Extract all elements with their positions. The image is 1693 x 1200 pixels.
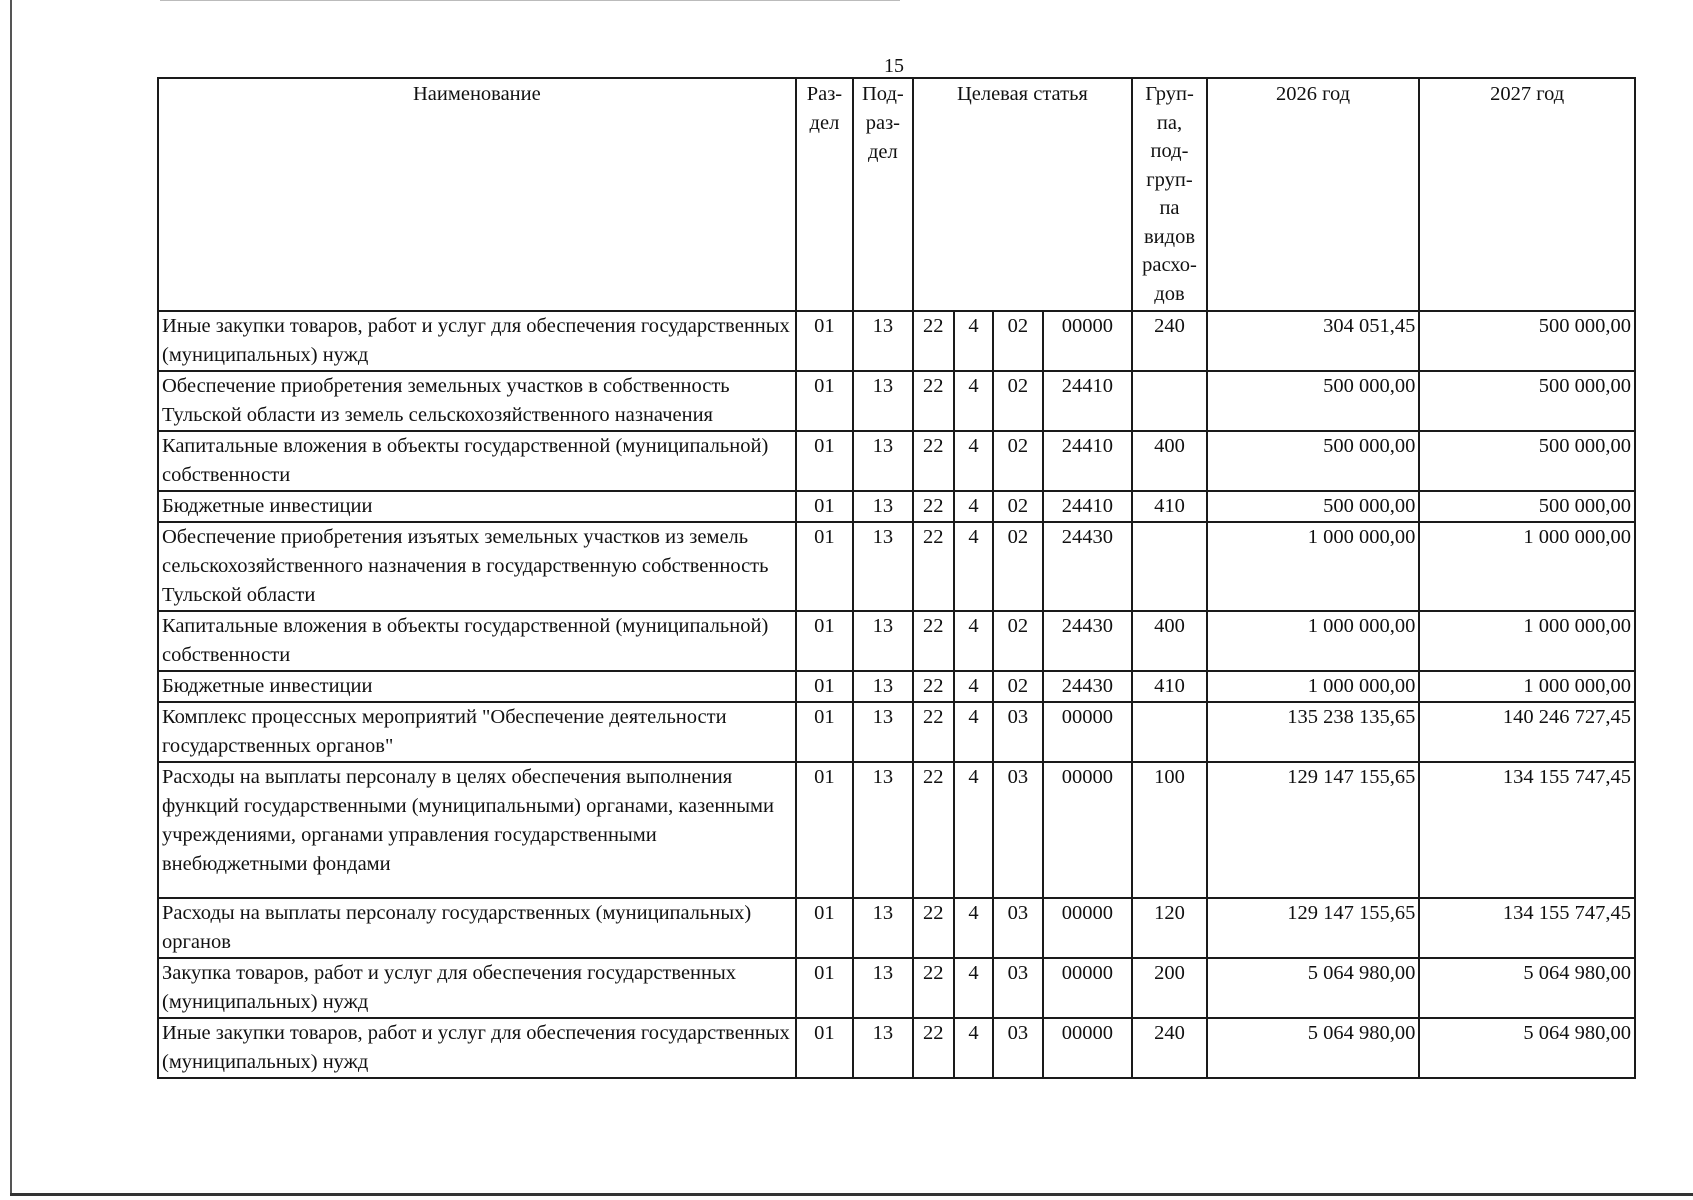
row-target-direction: 00000: [1043, 762, 1133, 898]
row-target-type: 4: [954, 1018, 993, 1078]
row-amount-2027: 1 000 000,00: [1419, 522, 1635, 611]
row-target-direction: 00000: [1043, 898, 1133, 958]
table-row: [158, 522, 1635, 611]
row-target-structure: 02: [993, 311, 1042, 371]
row-target-direction: 00000: [1043, 702, 1133, 762]
row-target-structure: 02: [993, 431, 1042, 491]
row-expense-group: 240: [1132, 1018, 1207, 1078]
scan-edge-left: [10, 0, 12, 1196]
row-target-structure: 02: [993, 522, 1042, 611]
row-target-structure: 03: [993, 762, 1042, 898]
row-expense-group: 400: [1132, 431, 1207, 491]
row-section: 01: [796, 958, 853, 1018]
row-name: Расходы на выплаты персоналу в целях обеспечения выполнения функций государственными (муниципальными) органами, казенными учреждениями, органами управления государственными внебюджетными фондами: [158, 762, 796, 898]
row-subsection: 13: [853, 611, 912, 671]
table-row: [158, 371, 1635, 431]
row-section: 01: [796, 898, 853, 958]
row-name: Капитальные вложения в объекты государственной (муниципальной) собственности: [158, 611, 796, 671]
row-name: Иные закупки товаров, работ и услуг для обеспечения государственных (муниципальных) нужд: [158, 1018, 796, 1078]
row-amount-2027: 5 064 980,00: [1419, 958, 1635, 1018]
row-amount-2026: 129 147 155,65: [1207, 898, 1420, 958]
row-expense-group: 200: [1132, 958, 1207, 1018]
row-expense-group: 410: [1132, 671, 1207, 702]
row-target-type: 4: [954, 371, 993, 431]
row-target-direction: 24430: [1043, 522, 1133, 611]
row-target-type: 4: [954, 611, 993, 671]
header-year-2026: 2026 год: [1207, 78, 1420, 311]
row-target-program: 22: [913, 311, 954, 371]
row-amount-2027: 500 000,00: [1419, 431, 1635, 491]
row-amount-2026: 1 000 000,00: [1207, 611, 1420, 671]
row-target-type: 4: [954, 898, 993, 958]
row-amount-2027: 500 000,00: [1419, 311, 1635, 371]
row-amount-2026: 500 000,00: [1207, 431, 1420, 491]
row-target-structure: 02: [993, 491, 1042, 522]
table-row: [158, 1018, 1635, 1078]
row-name: Обеспечение приобретения земельных участков в собственность Тульской области из земель сельскохозяйственного назначения: [158, 371, 796, 431]
scan-edge-bottom: [10, 1193, 1693, 1196]
row-amount-2026: 304 051,45: [1207, 311, 1420, 371]
row-expense-group: 240: [1132, 311, 1207, 371]
row-subsection: 13: [853, 491, 912, 522]
row-section: 01: [796, 702, 853, 762]
row-amount-2026: 5 064 980,00: [1207, 958, 1420, 1018]
scan-edge-top: [160, 0, 900, 1]
row-target-structure: 03: [993, 958, 1042, 1018]
row-expense-group: 100: [1132, 762, 1207, 898]
row-target-structure: 02: [993, 611, 1042, 671]
row-subsection: 13: [853, 431, 912, 491]
row-target-program: 22: [913, 491, 954, 522]
row-subsection: 13: [853, 702, 912, 762]
row-target-type: 4: [954, 958, 993, 1018]
table-row: [158, 762, 1635, 898]
row-target-type: 4: [954, 491, 993, 522]
row-target-program: 22: [913, 431, 954, 491]
row-target-program: 22: [913, 702, 954, 762]
row-target-structure: 03: [993, 1018, 1042, 1078]
row-target-type: 4: [954, 311, 993, 371]
row-target-direction: 24410: [1043, 491, 1133, 522]
row-section: 01: [796, 611, 853, 671]
row-expense-group: 410: [1132, 491, 1207, 522]
row-amount-2027: 5 064 980,00: [1419, 1018, 1635, 1078]
row-name: Комплекс процессных мероприятий "Обеспечение деятельности государственных органов": [158, 702, 796, 762]
row-subsection: 13: [853, 522, 912, 611]
row-amount-2027: 134 155 747,45: [1419, 898, 1635, 958]
table-row: [158, 431, 1635, 491]
table-header-row: [158, 78, 1635, 311]
row-amount-2026: 135 238 135,65: [1207, 702, 1420, 762]
row-expense-group: 120: [1132, 898, 1207, 958]
row-target-program: 22: [913, 762, 954, 898]
table-row: [158, 491, 1635, 522]
row-name: Бюджетные инвестиции: [158, 491, 796, 522]
row-expense-group: 400: [1132, 611, 1207, 671]
table-row: [158, 311, 1635, 371]
budget-table: [157, 77, 1636, 1079]
row-amount-2026: 5 064 980,00: [1207, 1018, 1420, 1078]
row-target-program: 22: [913, 898, 954, 958]
row-target-structure: 03: [993, 702, 1042, 762]
row-subsection: 13: [853, 311, 912, 371]
row-target-structure: 03: [993, 898, 1042, 958]
row-amount-2027: 1 000 000,00: [1419, 671, 1635, 702]
header-section: Раз- дел: [796, 78, 853, 311]
row-subsection: 13: [853, 898, 912, 958]
row-subsection: 13: [853, 1018, 912, 1078]
row-target-type: 4: [954, 762, 993, 898]
header-target-article: Целевая статья: [913, 78, 1133, 311]
row-target-structure: 02: [993, 671, 1042, 702]
header-name: Наименование: [158, 78, 796, 311]
row-amount-2026: 1 000 000,00: [1207, 671, 1420, 702]
row-target-program: 22: [913, 1018, 954, 1078]
row-amount-2026: 500 000,00: [1207, 491, 1420, 522]
row-target-type: 4: [954, 702, 993, 762]
row-name: Капитальные вложения в объекты государственной (муниципальной) собственности: [158, 431, 796, 491]
row-target-direction: 00000: [1043, 1018, 1133, 1078]
table-row: [158, 702, 1635, 762]
row-target-type: 4: [954, 431, 993, 491]
row-target-direction: 24410: [1043, 371, 1133, 431]
page-number: 15: [884, 55, 904, 77]
row-section: 01: [796, 671, 853, 702]
row-name: Расходы на выплаты персоналу государственных (муниципальных) органов: [158, 898, 796, 958]
row-section: 01: [796, 762, 853, 898]
row-target-type: 4: [954, 522, 993, 611]
row-section: 01: [796, 371, 853, 431]
row-section: 01: [796, 431, 853, 491]
row-name: Закупка товаров, работ и услуг для обеспечения государственных (муниципальных) нужд: [158, 958, 796, 1018]
header-expense-group: Груп- па, под- груп- па видов расхо- дов: [1132, 78, 1207, 311]
row-target-direction: 00000: [1043, 311, 1133, 371]
row-amount-2027: 140 246 727,45: [1419, 702, 1635, 762]
row-section: 01: [796, 491, 853, 522]
header-year-2027: 2027 год: [1419, 78, 1635, 311]
row-name: Обеспечение приобретения изъятых земельных участков из земель сельскохозяйственного назначения в государственную собственность Тульской области: [158, 522, 796, 611]
row-section: 01: [796, 311, 853, 371]
row-target-program: 22: [913, 371, 954, 431]
row-target-type: 4: [954, 671, 993, 702]
row-target-program: 22: [913, 611, 954, 671]
row-amount-2027: 1 000 000,00: [1419, 611, 1635, 671]
row-subsection: 13: [853, 371, 912, 431]
table-row: [158, 958, 1635, 1018]
table-row: [158, 671, 1635, 702]
row-amount-2027: 500 000,00: [1419, 371, 1635, 431]
row-target-direction: 00000: [1043, 958, 1133, 1018]
row-subsection: 13: [853, 671, 912, 702]
header-subsection: Под- раз- дел: [853, 78, 912, 311]
table-row: [158, 898, 1635, 958]
row-target-direction: 24430: [1043, 671, 1133, 702]
row-amount-2026: 129 147 155,65: [1207, 762, 1420, 898]
row-section: 01: [796, 522, 853, 611]
row-subsection: 13: [853, 958, 912, 1018]
row-expense-group: [1132, 522, 1207, 611]
row-name: Бюджетные инвестиции: [158, 671, 796, 702]
row-amount-2027: 500 000,00: [1419, 491, 1635, 522]
row-amount-2027: 134 155 747,45: [1419, 762, 1635, 898]
row-target-program: 22: [913, 958, 954, 1018]
row-name: Иные закупки товаров, работ и услуг для обеспечения государственных (муниципальных) нужд: [158, 311, 796, 371]
row-expense-group: [1132, 371, 1207, 431]
row-target-direction: 24430: [1043, 611, 1133, 671]
row-target-program: 22: [913, 522, 954, 611]
row-target-structure: 02: [993, 371, 1042, 431]
row-target-program: 22: [913, 671, 954, 702]
row-expense-group: [1132, 702, 1207, 762]
row-amount-2026: 1 000 000,00: [1207, 522, 1420, 611]
row-target-direction: 24410: [1043, 431, 1133, 491]
row-subsection: 13: [853, 762, 912, 898]
row-amount-2026: 500 000,00: [1207, 371, 1420, 431]
table-row: [158, 611, 1635, 671]
row-section: 01: [796, 1018, 853, 1078]
